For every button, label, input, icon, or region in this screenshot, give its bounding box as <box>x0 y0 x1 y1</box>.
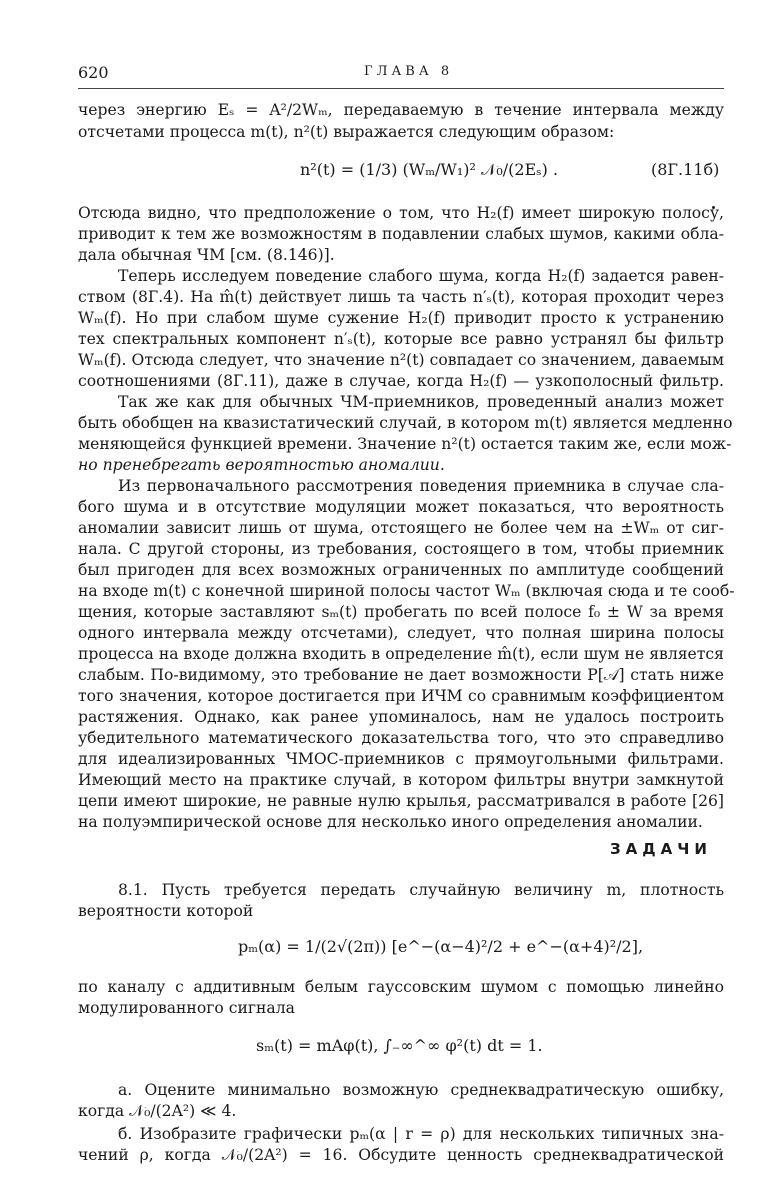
page-number: 620 <box>78 63 109 82</box>
equation-8g11b: n²(t) = (1/3) (Wₘ/W₁)² 𝒩₀/(2Eₛ) . <box>300 160 559 179</box>
text-line: слабым. По-видимому, это требование не дает возможности P[𝒜] стать ниже <box>78 666 724 684</box>
text-line: Wₘ(f). Но при слабом шуме сужение H₂(f) приводит просто к устранению <box>78 309 724 327</box>
text-line: Wₘ(f). Отсюда следует, что значение n²(t) совпадает со значением, даваемым <box>78 351 724 369</box>
text-line: по каналу с аддитивным белым гауссовским шумом с помощью линейно <box>78 978 724 996</box>
text-line: быть обобщен на квазистатический случай, в котором m(t) является медленно <box>78 414 733 432</box>
text-line: Так же как для обычных ЧМ-приемников, проведенный анализ может <box>118 393 724 411</box>
text-line: а. Оцените минимально возможную среднеквадратическую ошибку, <box>118 1081 724 1099</box>
text-line: цепи имеют широкие, не равные нулю крылья, рассматривался в работе [26] <box>78 792 724 810</box>
text-line: нала. С другой стороны, из требования, состоящего в том, чтобы приемник <box>78 540 724 558</box>
text-line: одного интервала между отсчетами), следует, что полная ширина полосы <box>78 624 724 642</box>
text-line: аномалии зависит лишь от шума, отстоящего не более чем на ±Wₘ от сиг- <box>78 519 724 537</box>
text-line: модулированного сигнала <box>78 999 295 1017</box>
chapter-header: ГЛАВА 8 <box>364 64 454 79</box>
text-line: вероятности которой <box>78 902 254 920</box>
text-line: когда 𝒩₀/(2A²) ≪ 4. <box>78 1102 237 1120</box>
section-title: ЗАДАЧИ <box>610 840 712 858</box>
text-line: Из первоначального рассмотрения поведения приемника в случае сла- <box>118 477 724 495</box>
text-line: был пригоден для всех возможных ограниченных по амплитуде сообщений <box>78 561 724 579</box>
text-line: Теперь исследуем поведение слабого шума, когда H₂(f) задается равен- <box>118 267 724 285</box>
text-line: на входе m(t) с конечной шириной полосы частот Wₘ (включая сюда и те сооб- <box>78 582 735 600</box>
equation-density: pₘ(α) = 1/(2√(2π)) [e^−(α−4)²/2 + e^−(α+4)²/2], <box>238 937 644 956</box>
text-line: щения, которые заставляют sₘ(t) пробегать по всей полосе f₀ ± W за время <box>78 603 724 621</box>
equation-signal: sₘ(t) = mAφ(t), ∫₋∞^∞ φ²(t) dt = 1. <box>256 1036 543 1055</box>
text-line: ством (8Г.4). На m̂(t) действует лишь та часть n′ₛ(t), которая проходит через <box>78 288 724 306</box>
text-line: Имеющий место на практике случай, в котором фильтры внутри замкнутой <box>78 771 724 789</box>
text-line: тех спектральных компонент n′ₛ(t), которые все равно устранял бы фильтр <box>78 330 724 348</box>
header-rule <box>78 88 724 89</box>
text-line: Отсюда видно, что предположение о том, что H₂(f) имеет широкую полосу, <box>78 204 724 222</box>
text-line: на полуэмпирической основе для несколько иного определения аномалии. <box>78 813 703 831</box>
text-line: отсчетами процесса m(t), n²(t) выражается следующим образом: <box>78 123 615 141</box>
text-line: процесса на входе должна входить в определение m̂(t), если шум не является <box>78 645 724 663</box>
text-line: растяжения. Однако, как ранее упоминалось, нам не удалось построить <box>78 708 724 726</box>
text-line: б. Изобразите графически pₘ(α | r = ρ) для нескольких типичных зна- <box>118 1125 724 1143</box>
text-line: соотношениями (8Г.11), даже в случае, когда H₂(f) — узкополосный фильтр. <box>78 372 724 390</box>
text-line: для идеализированных ЧМОС-приемников с прямоугольными фильтрами. <box>78 750 724 768</box>
text-line: дала обычная ЧМ [см. (8.146)]. <box>78 246 335 264</box>
text-line: того значения, которое достигается при ИЧМ со сравнимым коэффициентом <box>78 687 724 705</box>
text-line: приводит к тем же возможностям в подавлении слабых шумов, какими обла- <box>78 225 724 243</box>
text-line: 8.1. Пусть требуется передать случайную величину m, плотность <box>118 881 724 899</box>
text-line: меняющейся функцией времени. Значение n²(t) остается таким же, если мож- <box>78 435 732 453</box>
equation-tag: (8Г.11б) <box>651 160 720 179</box>
text-line: чений ρ, когда 𝒩₀/(2A²) = 16. Обсудите ценность среднеквадратической <box>78 1146 724 1164</box>
text-line: бого шума и в отсутствие модуляции может показаться, что вероятность <box>78 498 724 516</box>
text-line: через энергию Eₛ = A²/2Wₘ, передаваемую в течение интервала между <box>78 101 724 119</box>
text-line: но пренебрегать вероятностью аномалии. <box>78 456 445 474</box>
text-line: убедительного математического доказательства того, что это справедливо <box>78 729 724 747</box>
